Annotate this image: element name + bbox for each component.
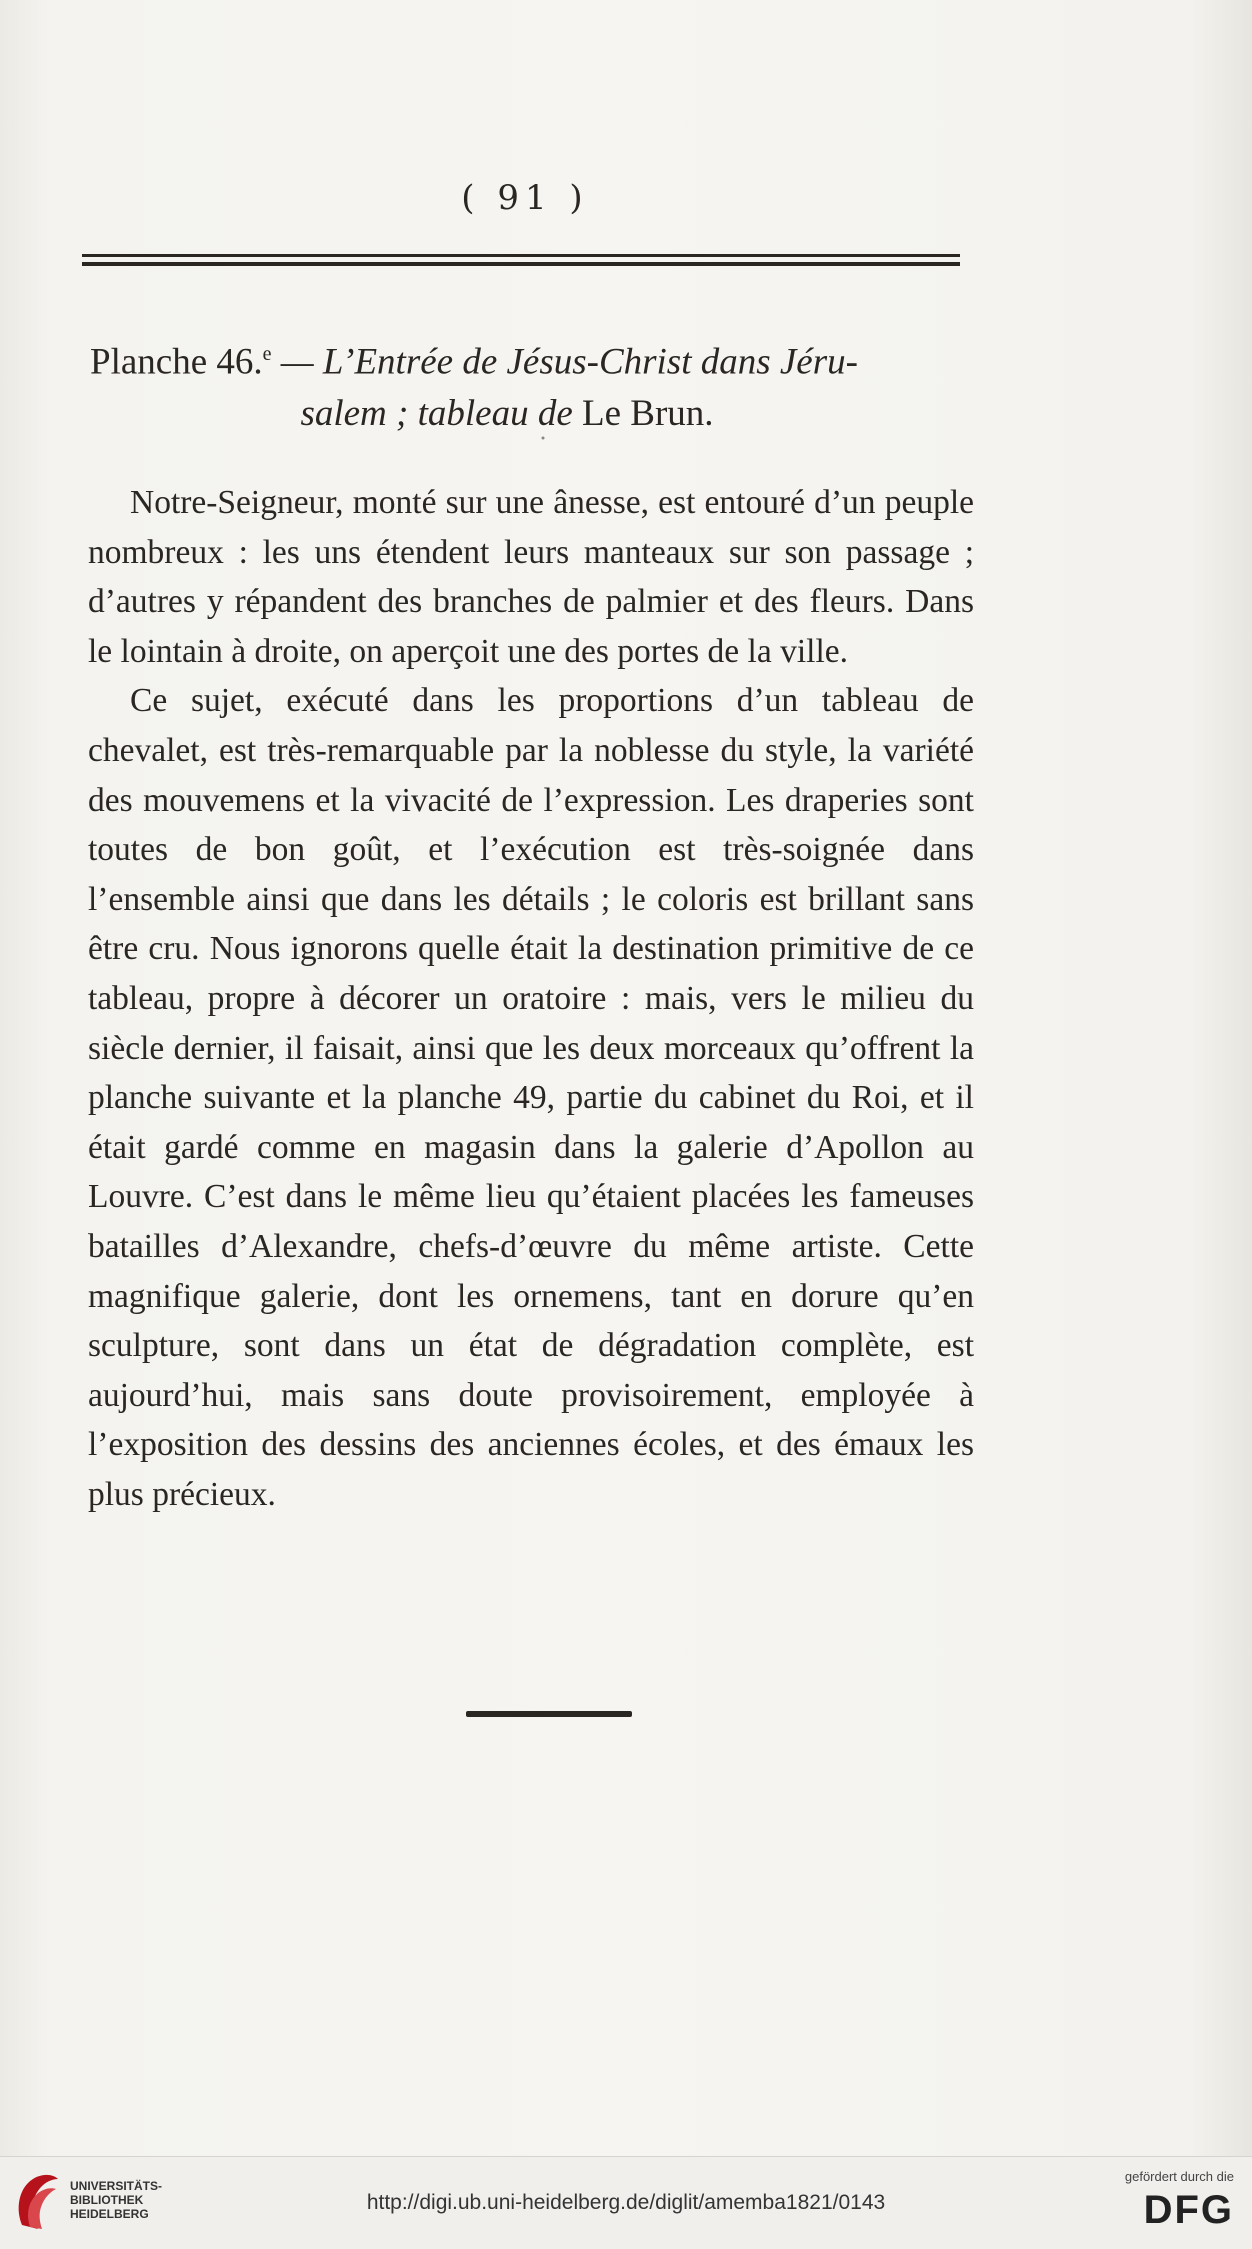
ink-speck-ornament [540, 435, 546, 441]
body-text [88, 478, 974, 1519]
source-url-link[interactable]: http://digi.ub.uni-heidelberg.de/diglit/amemba1821/0143 [366, 2191, 886, 2214]
library-name-line: HEIDELBERG [70, 2207, 149, 2221]
library-name-line: BIBLIOTHEK [70, 2193, 144, 2207]
heading-title-line2: salem ; tableau de [300, 393, 573, 435]
library-name-line: UNIVERSITÄTS- [70, 2179, 163, 2193]
digitization-footer [0, 2156, 1252, 2249]
end-rule [466, 1711, 632, 1717]
funder-block [1094, 2169, 1234, 2232]
heading-line2 [90, 388, 970, 440]
paragraph-1: Notre-Seigneur, monté sur une ânesse, est entouré d’un peuple nombreux : les uns étendent leurs manteaux sur son passage ; d’autres y répandent des branches de palmier et des fleurs. Dans le lointain à droite, on aperçoit une des portes de la ville. [88, 484, 974, 670]
heading-artist-name: Le Brun. [572, 393, 714, 435]
dfg-logo: DFG [1143, 2188, 1234, 2232]
heading-superscript: e [262, 343, 272, 365]
page-number: ( 91 ) [461, 178, 589, 218]
plate-heading [90, 328, 970, 440]
header-double-rule [82, 254, 960, 266]
paragraph-2: Ce sujet, exécuté dans les proportions d’un tableau de chevalet, est très-remarquable par la noblesse du style, la variété des mouvemens et la vivacité de l’expression. Les draperies sont toutes de bon goût, et l’exécution est très-soignée dans l’ensemble ainsi que dans les détails ; le coloris est brillant sans être cru. Nous ignorons quelle était la destination primitive de ce tableau, propre à décorer un oratoire : mais, vers le milieu du siècle dernier, il faisait, ainsi que les deux morceaux qu’offrent la planche suivante et la planche 49, partie du cabinet du Roi, et il était gardé comme en magasin dans la galerie d’Apollon au Louvre. C’est dans le même lieu qu’étaient placées les fameuses batailles d’Alexandre, chefs-d’œuvre du même artiste. Cette magnifique galerie, dont les ornemens, tant en dorure qu’en sculpture, sont dans un état de dégradation complète, est aujourd’hui, mais sans doute provisoirement, employée à l’exposition des dessins des anciennes écoles, et des émaux les plus précieux. [88, 682, 974, 1513]
funder-note: gefördert durch die [1124, 2169, 1234, 2184]
heading-plate-label: Planche 46. [90, 341, 263, 383]
heading-title-line1: — L’Entrée de Jésus-Christ dans Jéru- [271, 341, 858, 383]
